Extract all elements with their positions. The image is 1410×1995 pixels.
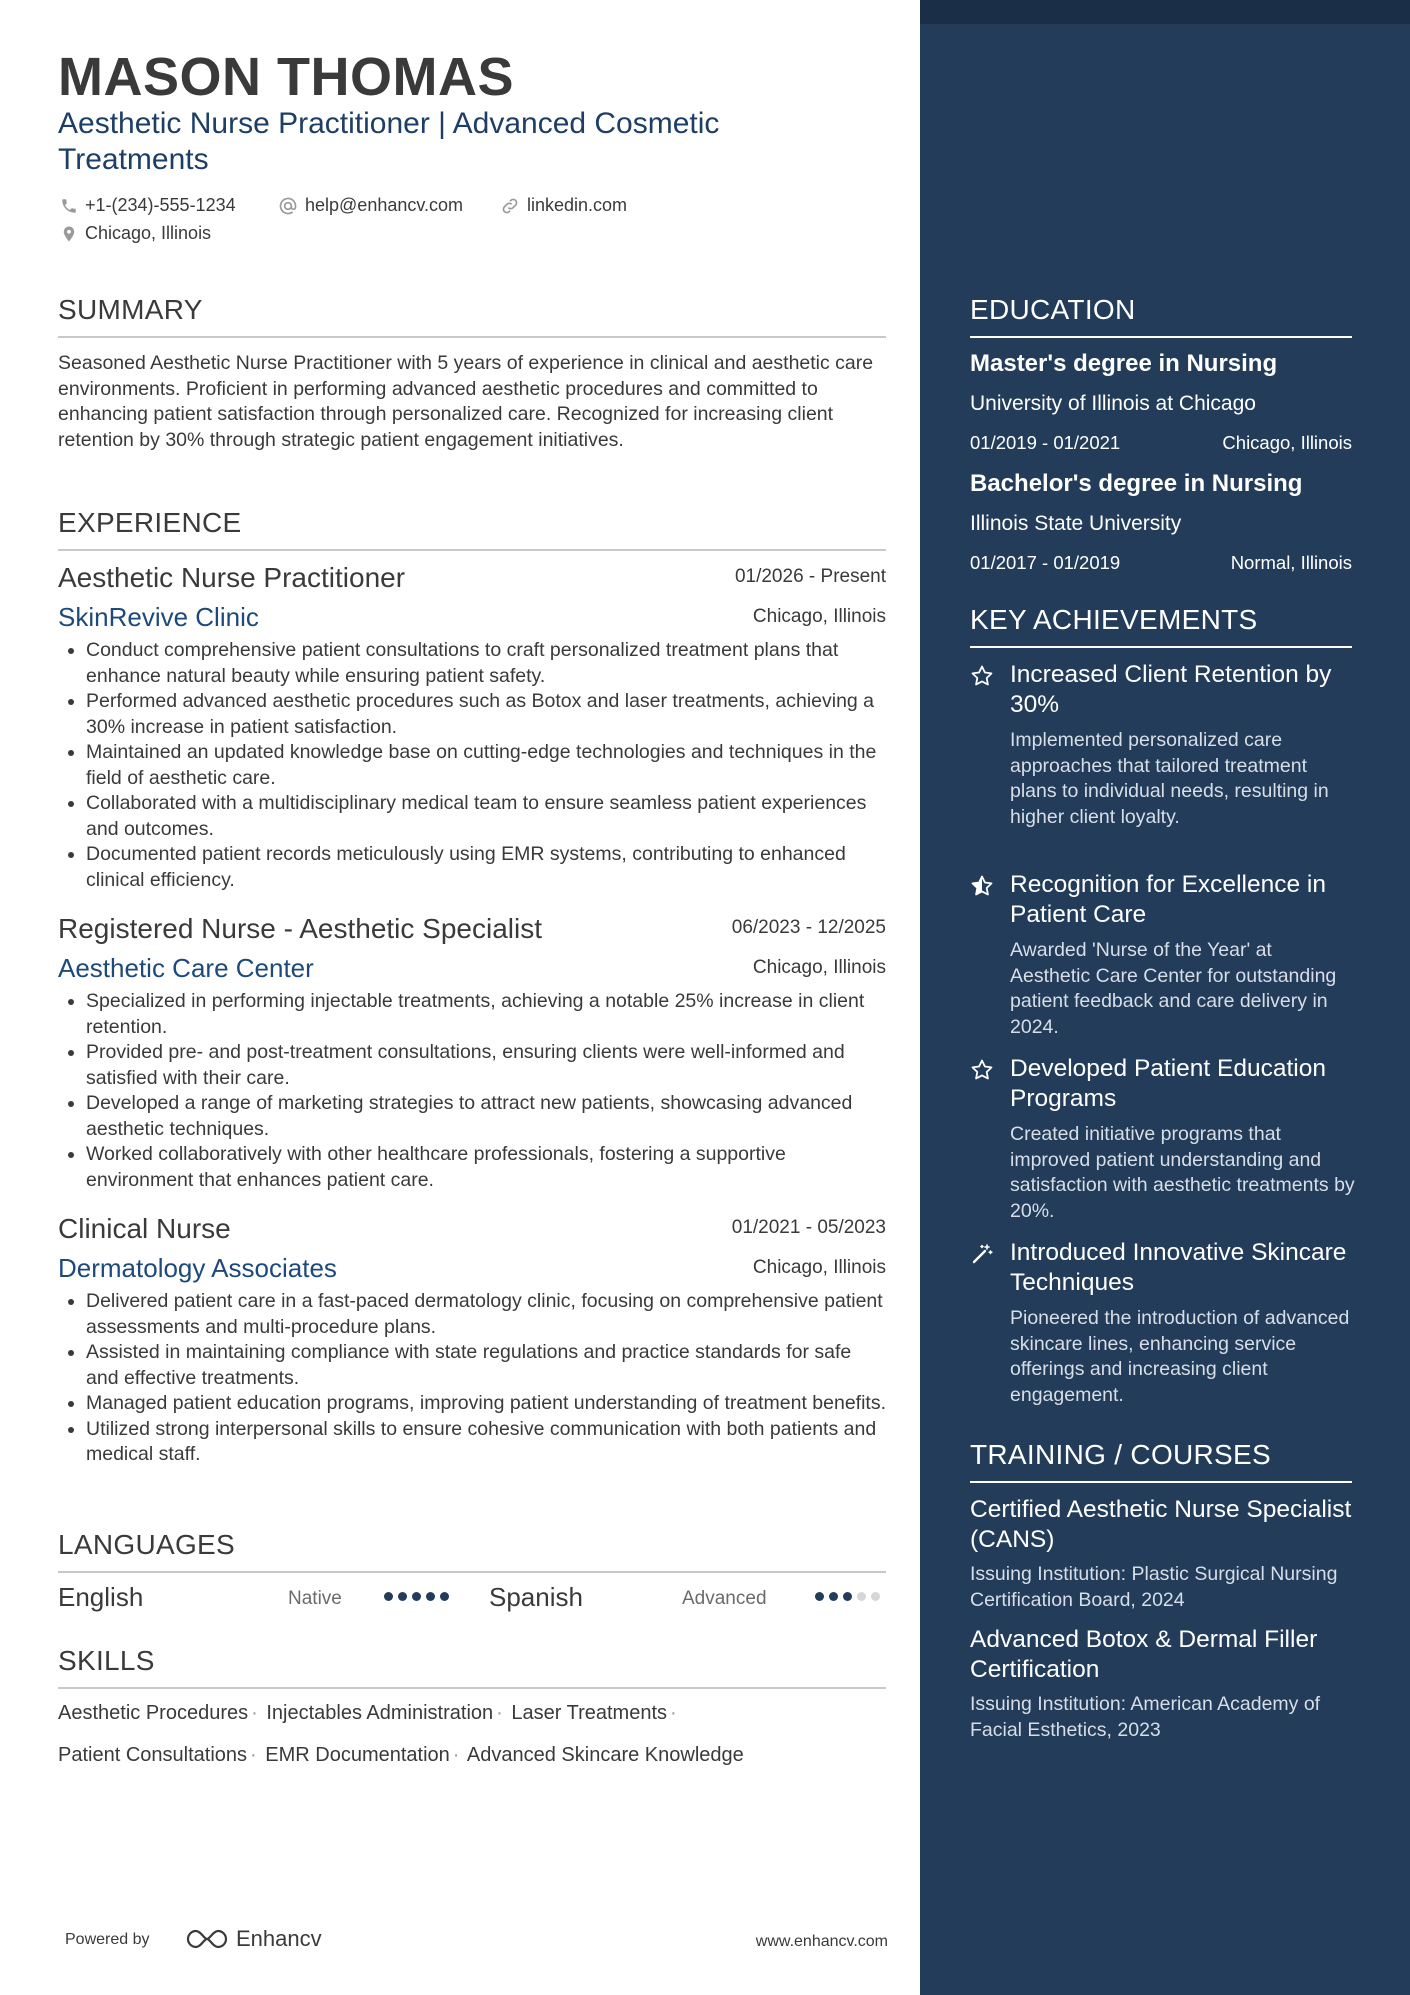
rating-dot-filled [412,1592,421,1601]
achievement-title: Developed Patient Education Programs [1010,1055,1326,1112]
job-dates: 01/2026 - Present [734,566,886,587]
job-bullets [58,638,886,893]
languages-heading: LANGUAGES [58,1529,886,1573]
language-name: English [58,1582,144,1612]
map-pin-icon [60,225,78,243]
job-bullets [58,1289,886,1468]
achievement-desc: Created initiative programs that improved patient understanding and satisfaction with aesthetic treatments by 20%. [1010,1123,1355,1222]
course-desc: Issuing Institution: Plastic Surgical Nursing Certification Board, 2024 [970,1563,1338,1611]
skills-row: Aesthetic Procedures · Injectables Administration · Laser Treatments · [58,1702,677,1724]
achievement-desc: Implemented personalized care approaches that tailored treatment plans to individual needs, resulting in higher client loyalty. [1010,729,1329,828]
education-school: Illinois State University [970,512,1182,535]
education-school: University of Illinois at Chicago [970,392,1256,415]
achievement-desc: Awarded 'Nurse of the Year' at Aesthetic Care Center for outstanding patient feedback and care delivery in 2024. [1010,939,1337,1038]
contact-location [60,223,211,244]
course-title: Certified Aesthetic Nurse Specialist (CANS) [970,1496,1352,1553]
magic-wand-icon [970,1242,994,1266]
rating-dot-filled [829,1592,838,1601]
job-bullet: • Conduct comprehensive patient consultations to craft personalized treatment plans that enhance natural beauty while ensuring patient safety. [86,638,886,689]
sidebar [920,0,1410,1995]
job-role: Clinical Nurse [58,1213,231,1244]
education-dates: 01/2019 - 01/2021 [970,432,1121,453]
contact-linkedin[interactable] [500,195,627,216]
rating-dot-filled [398,1592,407,1601]
job-bullet: • Collaborated with a multidisciplinary medical team to ensure seamless patient experiences and outcomes. [86,791,886,842]
job-company: SkinRevive Clinic [58,602,259,632]
rating-dot-filled [440,1592,449,1601]
education-location: Normal, Illinois [1230,552,1352,573]
skill-tag: Advanced Skincare Knowledge [466,1744,744,1766]
education-location: Chicago, Illinois [1222,432,1352,453]
job-bullet: • Worked collaboratively with other healthcare professionals, fostering a supportive environment that enhances patient care. [86,1142,886,1193]
rating-dot-empty [871,1592,880,1601]
infinity-logo-icon [184,1927,230,1951]
sidebar-top-band [920,0,1410,24]
job-bullet: • Delivered patient care in a fast-paced dermatology clinic, focusing on comprehensive patient assessments and multi-procedure plans. [86,1289,886,1340]
job-bullet: • Managed patient education programs, improving patient understanding of treatment benefits. [86,1391,886,1417]
job-dates: 01/2021 - 05/2023 [731,1217,886,1238]
email-text: help@enhancv.com [305,195,464,215]
education-degree: Master's degree in Nursing [970,350,1278,377]
job-entry [58,562,886,893]
powered-by-label: Powered by [65,1931,150,1948]
summary-heading: SUMMARY [58,294,886,338]
location-text: Chicago, Illinois [85,223,212,243]
candidate-title: Aesthetic Nurse Practitioner | Advanced Cosmetic Treatments [58,107,720,176]
skills-heading: SKILLS [58,1645,886,1689]
job-bullet: • Developed a range of marketing strategies to attract new patients, showcasing advanced aesthetic techniques. [86,1091,886,1142]
language-level: Native [288,1588,342,1609]
enhancv-logo[interactable] [184,1926,322,1952]
job-bullet: • Specialized in performing injectable treatments, achieving a notable 25% increase in client retention. [86,989,886,1040]
link-icon [500,196,520,216]
education-degree: Bachelor's degree in Nursing [970,470,1303,497]
job-role: Aesthetic Nurse Practitioner [58,562,406,593]
skill-tag: EMR Documentation [265,1744,450,1766]
skill-tag: Patient Consultations [58,1744,248,1766]
footer-site-link[interactable]: www.enhancv.com [755,1933,888,1950]
course-desc: Issuing Institution: American Academy of Facial Esthetics, 2023 [970,1693,1321,1741]
job-entry [58,1213,886,1468]
rating-dot-empty [857,1592,866,1601]
course-title: Advanced Botox & Dermal Filler Certification [970,1626,1318,1683]
rating-dot-filled [384,1592,393,1601]
language-level: Advanced [682,1588,767,1609]
job-bullets [58,989,886,1193]
job-entry [58,913,886,1193]
skill-tag: Injectables Administration [266,1702,494,1724]
candidate-name: MASON THOMAS [58,47,514,107]
job-dates: 06/2023 - 12/2025 [731,917,886,938]
at-icon [278,196,298,216]
job-bullet: • Maintained an updated knowledge base on cutting-edge technologies and techniques in the field of aesthetic care. [86,740,886,791]
contact-phone[interactable] [60,195,236,216]
rating-dot-filled [426,1592,435,1601]
skills-row: Patient Consultations · EMR Documentation · Advanced Skincare Knowledge [58,1744,744,1766]
job-bullet: • Performed advanced aesthetic procedures such as Botox and laser treatments, achieving a 30% increase in patient satisfaction. [86,689,886,740]
job-location: Chicago, Illinois [752,606,886,627]
job-bullet: • Provided pre- and post-treatment consultations, ensuring clients were well-informed and satisfied with their care. [86,1040,886,1091]
job-location: Chicago, Illinois [752,957,886,978]
job-bullet: • Documented patient records meticulously using EMR systems, contributing to enhanced clinical efficiency. [86,842,886,893]
linkedin-text: linkedin.com [527,195,628,215]
rating-dot-filled [815,1592,824,1601]
education-heading: EDUCATION [970,294,1352,338]
language-name: Spanish [489,1582,583,1612]
skill-tag: Aesthetic Procedures [58,1702,249,1724]
summary-text: Seasoned Aesthetic Nurse Practitioner with 5 years of experience in clinical and aesthetic care environments. Proficient in performing advanced aesthetic procedures and committed to enhancing patient satisfaction through personalized care. Recognized for increasing client retention by 30% through strategic patient engagement initiatives. [58,352,874,451]
job-role: Registered Nurse - Aesthetic Specialist [58,913,542,944]
phone-icon [60,197,78,215]
education-dates: 01/2017 - 01/2019 [970,552,1121,573]
star-outline-icon [970,664,994,688]
language-rating [815,1592,880,1601]
achievements-heading: KEY ACHIEVEMENTS [970,604,1352,648]
experience-heading: EXPERIENCE [58,507,886,551]
language-rating [384,1592,449,1601]
star-half-icon [970,874,994,898]
achievement-title: Increased Client Retention by 30% [1010,661,1332,718]
job-company: Aesthetic Care Center [58,953,314,983]
rating-dot-filled [843,1592,852,1601]
job-company: Dermatology Associates [58,1253,337,1283]
job-bullet: • Utilized strong interpersonal skills to ensure cohesive communication with both patients and medical staff. [86,1417,886,1468]
achievement-title: Recognition for Excellence in Patient Care [1010,871,1326,928]
training-heading: TRAINING / COURSES [970,1439,1352,1483]
brand-name: Enhancv [236,1926,322,1951]
phone-text: +1-(234)-555-1234 [85,195,236,215]
skill-tag: Laser Treatments [511,1702,667,1724]
star-outline-icon [970,1058,994,1082]
achievement-title: Introduced Innovative Skincare Techniques [1010,1239,1347,1296]
achievement-desc: Pioneered the introduction of advanced skincare lines, enhancing service offerings and increasing client engagement. [1010,1307,1350,1406]
contact-email[interactable] [278,195,463,216]
job-bullet: • Assisted in maintaining compliance with state regulations and practice standards for safe and effective treatments. [86,1340,886,1391]
job-location: Chicago, Illinois [752,1257,886,1278]
